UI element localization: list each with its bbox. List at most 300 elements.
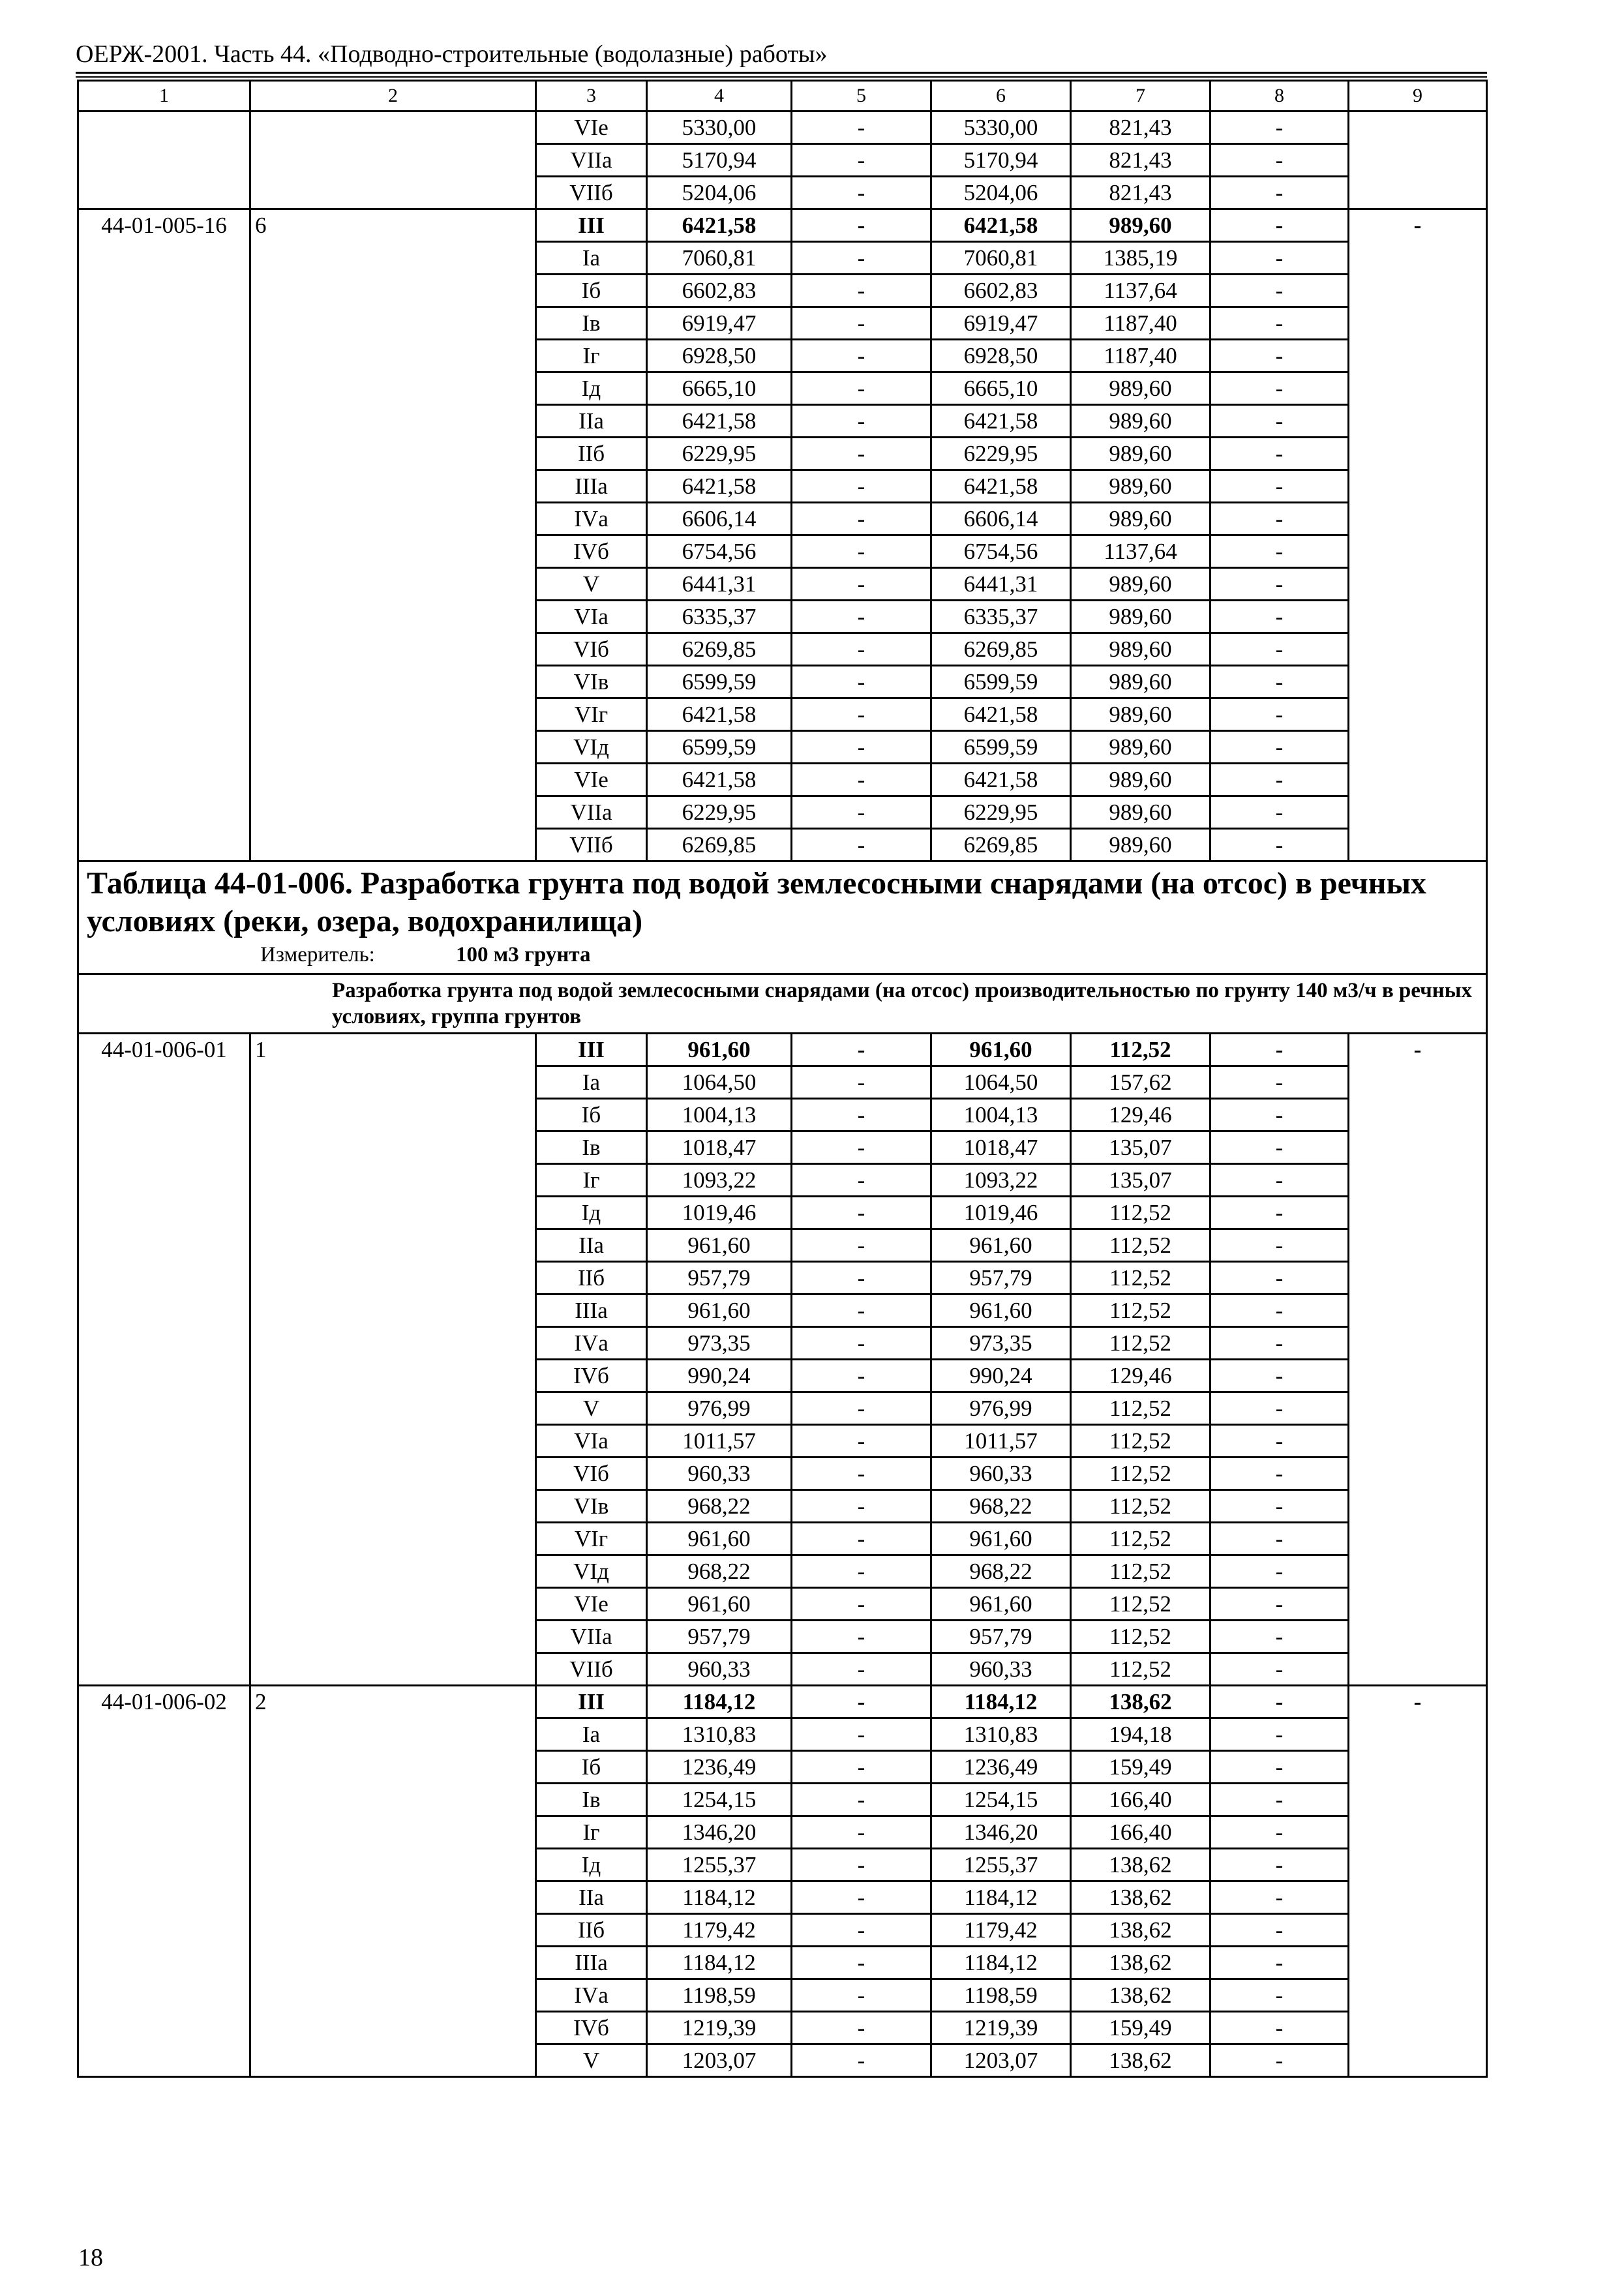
value-cell: 1346,20 [647,1816,792,1849]
value-cell: - [1210,2012,1349,2044]
value-cell: - [792,1588,931,1621]
value-cell: - [792,633,931,666]
value-cell: - [792,829,931,861]
value-cell: 1137,64 [1071,275,1210,307]
value-cell: 138,62 [1071,1849,1210,1881]
table-row [78,112,1487,144]
value-cell: 961,60 [931,1588,1071,1621]
subsection-title: Разработка грунта под водой землесосными снарядами (на отсос) производительностью по грунту 140 м3/ч в речных условиях, группа грунтов [78,974,1487,1034]
value-cell: 6441,31 [647,568,792,601]
value-cell: - [792,1914,931,1947]
value-cell: 976,99 [647,1392,792,1425]
value-cell: 6229,95 [931,438,1071,470]
value-cell: 112,52 [1071,1294,1210,1327]
value-cell: 1346,20 [931,1816,1071,1849]
value-cell: 6421,58 [647,405,792,438]
category-cell: IIб [536,1914,647,1947]
value-cell: - [792,796,931,829]
value-cell: - [1210,1490,1349,1523]
category-cell: V [536,1392,647,1425]
value-cell: 6421,58 [647,470,792,503]
value-cell: 6599,59 [931,666,1071,698]
value-cell: 112,52 [1071,1588,1210,1621]
value-cell: 1019,46 [647,1197,792,1229]
value-cell: - [792,307,931,340]
value-cell: 129,46 [1071,1360,1210,1392]
value-cell: 6599,59 [647,731,792,764]
unit-label: Измеритель: [260,943,375,966]
table-row [78,209,1487,242]
value-cell: 112,52 [1071,1262,1210,1294]
value-cell: - [1210,503,1349,535]
value-cell: - [792,503,931,535]
value-cell: - [1210,1588,1349,1621]
value-cell: 138,62 [1071,1979,1210,2012]
value-cell: 112,52 [1071,1458,1210,1490]
value-cell: - [792,1784,931,1816]
value-cell: - [1210,1197,1349,1229]
value-cell: - [1210,1294,1349,1327]
value-cell: 989,60 [1071,503,1210,535]
value-cell: 1236,49 [647,1751,792,1784]
value-cell: 6269,85 [931,633,1071,666]
value-cell: 5170,94 [647,144,792,177]
value-cell: - [1210,1262,1349,1294]
header-rule-secondary [76,76,1487,78]
value-cell: 989,60 [1071,601,1210,633]
value-cell: - [1210,1327,1349,1360]
value-cell: 112,52 [1071,1490,1210,1523]
value-cell: 968,22 [931,1490,1071,1523]
value-cell: 968,22 [931,1555,1071,1588]
rate-name-cell: 2 [250,1686,536,2077]
page-header-title: ОЕРЖ-2001. Часть 44. «Подводно-строительные (водолазные) работы» [76,40,828,68]
rate-code-cell: 44-01-006-02 [78,1686,250,2077]
value-cell: 112,52 [1071,1327,1210,1360]
table-row [78,1686,1487,1718]
value-cell: - [1210,1458,1349,1490]
value-cell: 6421,58 [931,405,1071,438]
value-cell: 989,60 [1071,470,1210,503]
category-cell: Iд [536,1197,647,1229]
value-cell: 957,79 [647,1262,792,1294]
value-cell: 135,07 [1071,1164,1210,1197]
value-cell: - [1210,666,1349,698]
value-cell: 1004,13 [931,1099,1071,1131]
category-cell: VIIб [536,829,647,861]
value-cell: - [792,568,931,601]
value-cell: 6421,58 [931,698,1071,731]
value-cell: - [1210,1914,1349,1947]
value-cell: 989,60 [1071,666,1210,698]
value-cell: - [1210,1392,1349,1425]
value-cell: - [792,1849,931,1881]
category-cell: IIIа [536,1294,647,1327]
value-cell: - [1210,1686,1349,1718]
value-cell: 1184,12 [647,1947,792,1979]
value-cell: 135,07 [1071,1131,1210,1164]
value-cell: 1184,12 [647,1686,792,1718]
header-rule [76,72,1487,74]
value-cell: 6606,14 [647,503,792,535]
value-cell: 5170,94 [931,144,1071,177]
category-cell: IIб [536,438,647,470]
value-cell: 1184,12 [931,1947,1071,1979]
value-cell: 138,62 [1071,1686,1210,1718]
value-cell: - [792,470,931,503]
value-cell: 1255,37 [647,1849,792,1881]
category-cell: VIIб [536,1653,647,1686]
page-number: 18 [78,2244,103,2271]
value-cell: 961,60 [931,1294,1071,1327]
value-cell: 989,60 [1071,209,1210,242]
value-cell-col9: - [1349,1686,1487,2077]
column-numbers-row [78,81,1487,112]
value-cell-col9: - [1349,209,1487,861]
value-cell: 112,52 [1071,1197,1210,1229]
value-cell: - [792,1392,931,1425]
value-cell: - [792,1034,931,1066]
value-cell: 989,60 [1071,633,1210,666]
value-cell: - [792,1490,931,1523]
rates-table [77,80,1488,2078]
value-cell: 968,22 [647,1555,792,1588]
value-cell: - [792,666,931,698]
value-cell: - [792,2044,931,2077]
category-cell: VIв [536,666,647,698]
value-cell: 6421,58 [931,764,1071,796]
value-cell: - [1210,1164,1349,1197]
value-cell: 976,99 [931,1392,1071,1425]
value-cell: - [1210,1360,1349,1392]
category-cell: VIг [536,1523,647,1555]
value-cell: - [1210,1229,1349,1262]
table-title: Таблица 44-01-006. Разработка грунта под водой землесосными снарядами (на отсос) в речных условиях (реки, озера, водохранилища) [87,866,1426,938]
value-cell: 1018,47 [647,1131,792,1164]
value-cell: 990,24 [931,1360,1071,1392]
value-cell: 989,60 [1071,568,1210,601]
value-cell: 989,60 [1071,796,1210,829]
category-cell: Iа [536,1066,647,1099]
value-cell: 6229,95 [647,796,792,829]
value-cell: 138,62 [1071,1947,1210,1979]
value-cell: 7060,81 [647,242,792,275]
value-cell: - [1210,2044,1349,2077]
value-cell: - [792,1099,931,1131]
value-cell: 6665,10 [647,372,792,405]
value-cell: - [1210,209,1349,242]
value-cell: - [792,340,931,372]
rate-name-cell: 1 [250,1034,536,1686]
column-number: 9 [1349,81,1487,112]
value-cell: - [792,1555,931,1588]
value-cell: 961,60 [647,1294,792,1327]
category-cell: V [536,2044,647,2077]
value-cell: - [1210,340,1349,372]
value-cell: 1385,19 [1071,242,1210,275]
rate-group-44-01-005-16 [78,209,1487,861]
value-cell: - [792,2012,931,2044]
category-cell: Iг [536,1164,647,1197]
category-cell: Iа [536,1718,647,1751]
value-cell: 6269,85 [647,633,792,666]
category-cell: Iв [536,1784,647,1816]
value-cell: - [1210,796,1349,829]
category-cell: VIд [536,731,647,764]
value-cell: 6928,50 [647,340,792,372]
column-number: 5 [792,81,931,112]
column-number: 2 [250,81,536,112]
value-cell: - [1210,1425,1349,1458]
value-cell: - [1210,242,1349,275]
value-cell: - [1210,470,1349,503]
value-cell: 961,60 [647,1229,792,1262]
category-cell: III [536,209,647,242]
value-cell: 1004,13 [647,1099,792,1131]
value-cell: 989,60 [1071,438,1210,470]
value-cell: 138,62 [1071,1881,1210,1914]
category-cell: Iг [536,1816,647,1849]
category-cell: Iб [536,1751,647,1784]
value-cell: 973,35 [647,1327,792,1360]
category-cell: VIIа [536,1621,647,1653]
value-cell: - [792,764,931,796]
rate-group-continued [78,112,1487,209]
value-cell: 989,60 [1071,405,1210,438]
category-cell: Iд [536,372,647,405]
value-cell: - [1210,1066,1349,1099]
value-cell: - [792,1751,931,1784]
value-cell: - [1210,1784,1349,1816]
value-cell: - [792,601,931,633]
category-cell: IIа [536,1881,647,1914]
column-number: 4 [647,81,792,112]
value-cell: 5330,00 [647,112,792,144]
value-cell: 129,46 [1071,1099,1210,1131]
value-cell: 112,52 [1071,1034,1210,1066]
value-cell: 1179,42 [647,1914,792,1947]
value-cell: 112,52 [1071,1621,1210,1653]
value-cell: - [792,438,931,470]
value-cell: 1203,07 [931,2044,1071,2077]
value-cell: - [1210,1816,1349,1849]
value-cell: - [792,698,931,731]
value-cell: - [1210,307,1349,340]
rate-group-44-01-006-01 [78,1034,1487,1686]
category-cell: Iб [536,275,647,307]
value-cell: - [792,1686,931,1718]
value-cell: 6269,85 [647,829,792,861]
value-cell: 821,43 [1071,112,1210,144]
value-cell: 6606,14 [931,503,1071,535]
rate-name-cell [250,112,536,209]
value-cell: 1184,12 [647,1881,792,1914]
value-cell: 5204,06 [647,177,792,209]
value-cell: 989,60 [1071,829,1210,861]
category-cell: VIIб [536,177,647,209]
table-title-row [78,861,1487,974]
value-cell: 989,60 [1071,372,1210,405]
value-cell: - [792,1653,931,1686]
value-cell: - [1210,1523,1349,1555]
value-cell: - [792,144,931,177]
unit-row [87,940,1478,969]
value-cell: - [792,1262,931,1294]
value-cell: - [1210,1131,1349,1164]
value-cell: - [792,1523,931,1555]
column-number: 6 [931,81,1071,112]
category-cell: IVб [536,2012,647,2044]
value-cell-col9: - [1349,1034,1487,1686]
value-cell: - [792,1131,931,1164]
value-cell: - [1210,1718,1349,1751]
value-cell: - [1210,1881,1349,1914]
value-cell: - [792,1881,931,1914]
value-cell: - [792,209,931,242]
column-number: 3 [536,81,647,112]
value-cell: 1219,39 [647,2012,792,2044]
value-cell: 1093,22 [931,1164,1071,1197]
value-cell: - [1210,1653,1349,1686]
value-cell: 1310,83 [931,1718,1071,1751]
value-cell: - [1210,1555,1349,1588]
value-cell: - [792,1425,931,1458]
value-cell: 1018,47 [931,1131,1071,1164]
category-cell: VIд [536,1555,647,1588]
value-cell: 5330,00 [931,112,1071,144]
value-cell: - [1210,275,1349,307]
category-cell: VIа [536,1425,647,1458]
value-cell: 1064,50 [931,1066,1071,1099]
table-title-cell [78,861,1487,974]
value-cell: 6599,59 [931,731,1071,764]
value-cell: - [1210,1621,1349,1653]
value-cell: 1236,49 [931,1751,1071,1784]
value-cell: - [792,1164,931,1197]
value-cell: - [792,275,931,307]
category-cell: VIе [536,112,647,144]
value-cell: 1310,83 [647,1718,792,1751]
value-cell: 6928,50 [931,340,1071,372]
value-cell: 1064,50 [647,1066,792,1099]
value-cell: 6421,58 [931,470,1071,503]
category-cell: VIIа [536,144,647,177]
value-cell: 6602,83 [647,275,792,307]
value-cell: 159,49 [1071,2012,1210,2044]
value-cell: 960,33 [647,1653,792,1686]
category-cell: IVа [536,1979,647,2012]
value-cell: 961,60 [931,1034,1071,1066]
value-cell: 1254,15 [647,1784,792,1816]
value-cell-col9 [1349,112,1487,209]
value-cell: 1011,57 [931,1425,1071,1458]
value-cell: 166,40 [1071,1816,1210,1849]
value-cell: 1219,39 [931,2012,1071,2044]
value-cell: 1184,12 [931,1881,1071,1914]
category-cell: Iа [536,242,647,275]
category-cell: VIе [536,764,647,796]
column-number: 1 [78,81,250,112]
table-row [78,1034,1487,1066]
value-cell: - [792,242,931,275]
value-cell: 1093,22 [647,1164,792,1197]
category-cell: Iб [536,1099,647,1131]
value-cell: 989,60 [1071,764,1210,796]
value-cell: 961,60 [647,1034,792,1066]
value-cell: 1203,07 [647,2044,792,2077]
category-cell: Iг [536,340,647,372]
column-number: 7 [1071,81,1210,112]
value-cell: 961,60 [931,1229,1071,1262]
value-cell: - [792,1979,931,2012]
category-cell: V [536,568,647,601]
value-cell: - [1210,601,1349,633]
value-cell: 973,35 [931,1327,1071,1360]
value-cell: 6919,47 [931,307,1071,340]
value-cell: 821,43 [1071,177,1210,209]
value-cell: 961,60 [931,1523,1071,1555]
value-cell: - [1210,1099,1349,1131]
value-cell: - [1210,177,1349,209]
value-cell: 821,43 [1071,144,1210,177]
value-cell: 1255,37 [931,1849,1071,1881]
value-cell: 6269,85 [931,829,1071,861]
value-cell: 6229,95 [931,796,1071,829]
value-cell: - [1210,1979,1349,2012]
category-cell: VIе [536,1588,647,1621]
value-cell: 7060,81 [931,242,1071,275]
value-cell: - [792,1621,931,1653]
value-cell: 1011,57 [647,1425,792,1458]
value-cell: 6421,58 [931,209,1071,242]
value-cell: - [792,1947,931,1979]
value-cell: 960,33 [931,1458,1071,1490]
value-cell: 1184,12 [931,1686,1071,1718]
value-cell: 1137,64 [1071,535,1210,568]
value-cell: - [792,1294,931,1327]
value-cell: - [1210,731,1349,764]
value-cell: - [792,1360,931,1392]
value-cell: 112,52 [1071,1425,1210,1458]
value-cell: - [1210,1751,1349,1784]
value-cell: - [1210,405,1349,438]
category-cell: VIб [536,633,647,666]
rate-code-cell [78,112,250,209]
value-cell: 112,52 [1071,1229,1210,1262]
category-cell: IVб [536,1360,647,1392]
value-cell: - [792,535,931,568]
value-cell: - [792,177,931,209]
value-cell: - [1210,633,1349,666]
value-cell: 157,62 [1071,1066,1210,1099]
value-cell: - [1210,438,1349,470]
value-cell: - [792,405,931,438]
category-cell: IVа [536,1327,647,1360]
value-cell: 6919,47 [647,307,792,340]
value-cell: 961,60 [647,1588,792,1621]
value-cell: - [1210,1947,1349,1979]
value-cell: - [792,1327,931,1360]
value-cell: - [1210,144,1349,177]
value-cell: 1254,15 [931,1784,1071,1816]
value-cell: - [1210,698,1349,731]
value-cell: - [792,1718,931,1751]
value-cell: 1019,46 [931,1197,1071,1229]
category-cell: IVб [536,535,647,568]
value-cell: 6421,58 [647,764,792,796]
value-cell: - [1210,112,1349,144]
value-cell: 112,52 [1071,1392,1210,1425]
